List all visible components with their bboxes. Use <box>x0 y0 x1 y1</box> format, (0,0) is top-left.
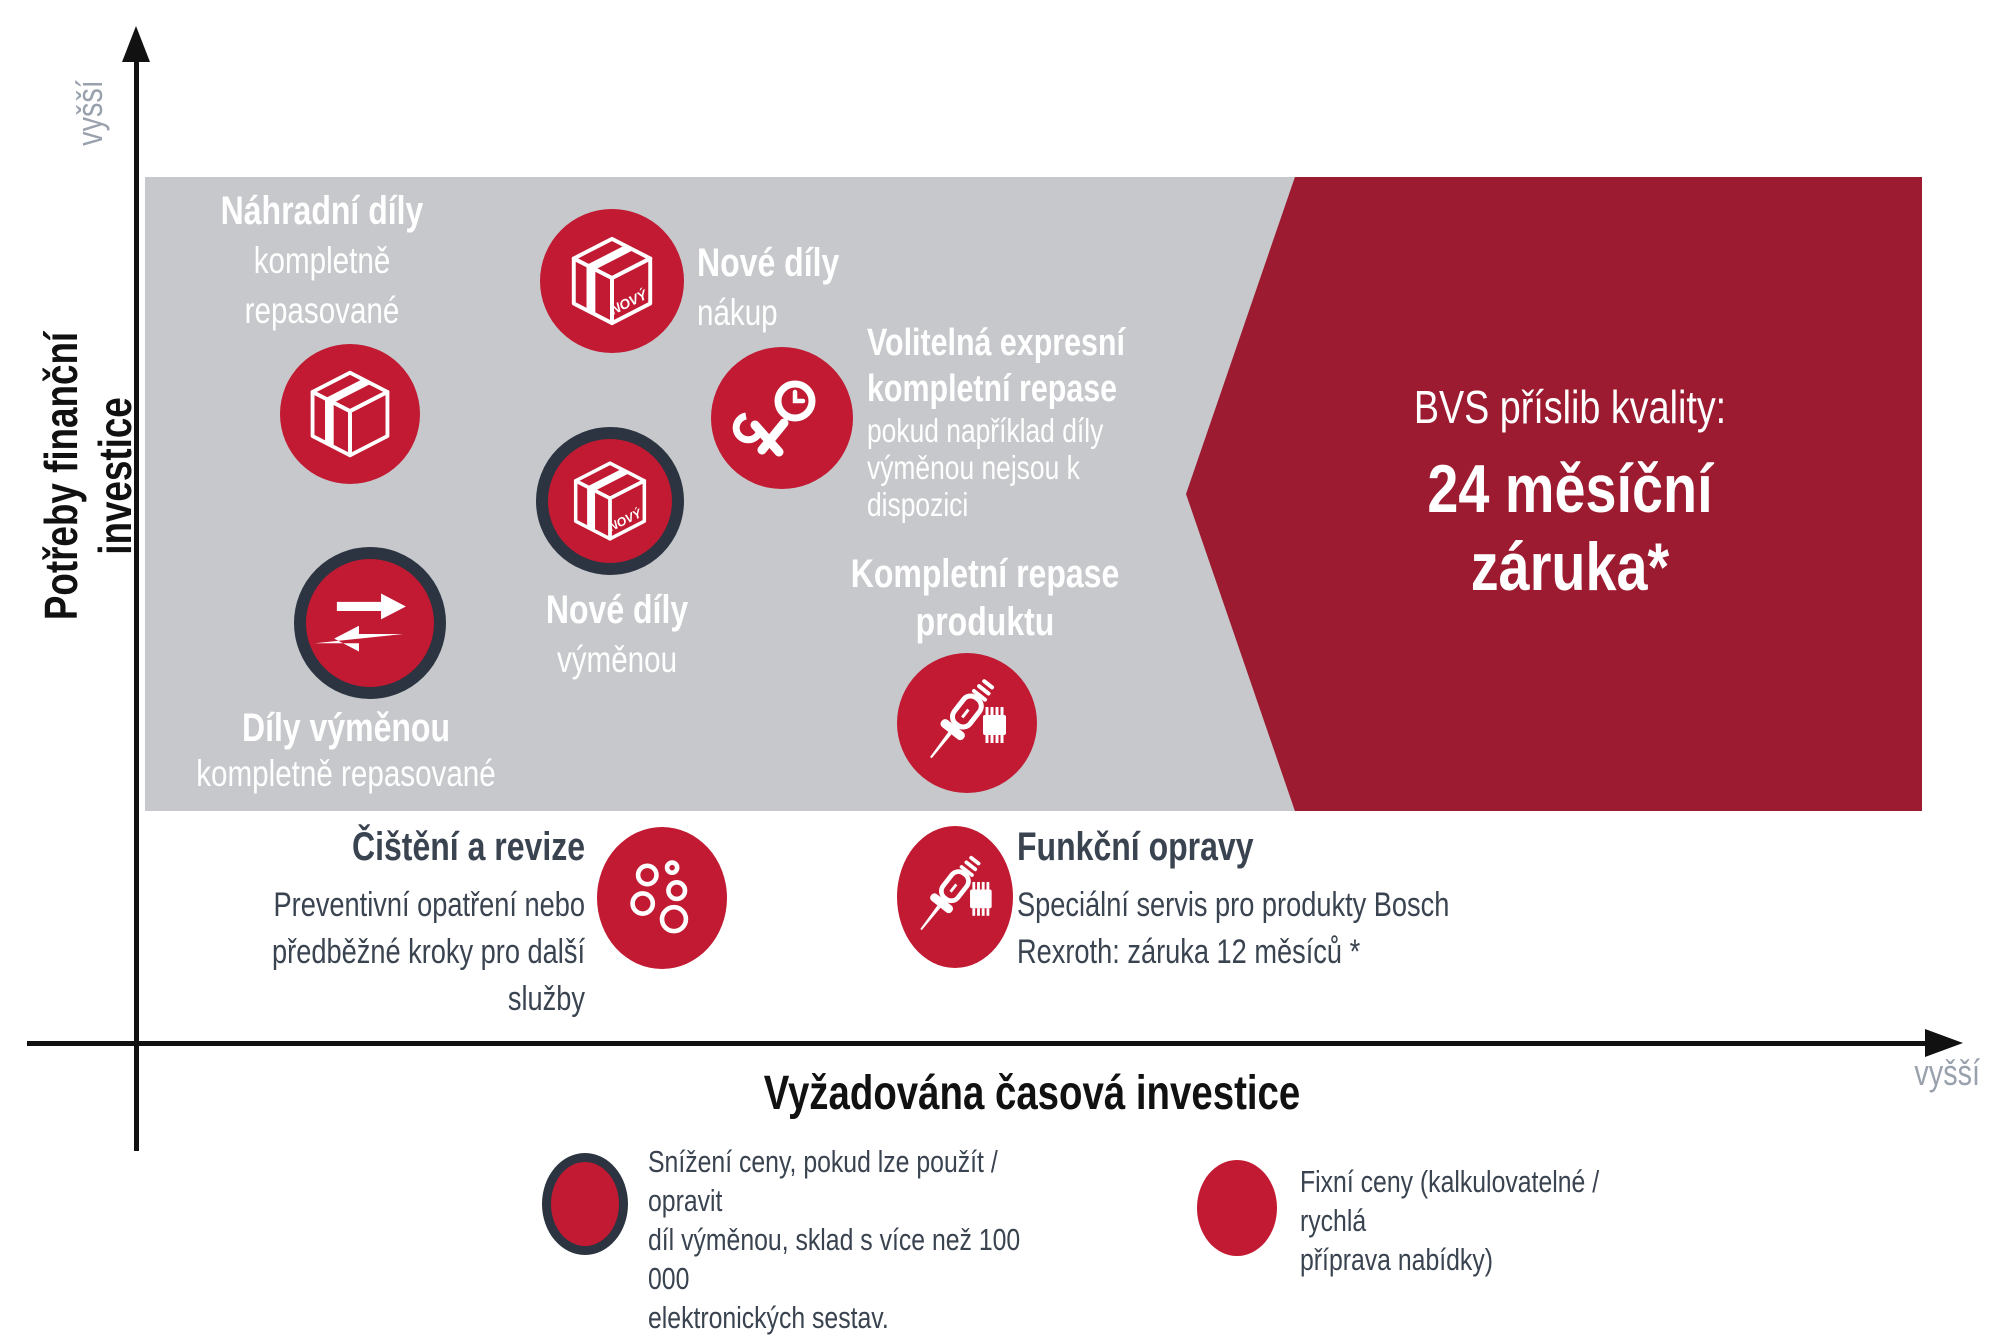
item-desc: dispozici <box>867 486 969 523</box>
legend-fixed-price-text <box>1300 1162 1652 1279</box>
novy-badge: NOVÝ <box>607 287 650 318</box>
express-tools-clock-icon <box>711 347 853 489</box>
novy-badge: NOVÝ <box>606 506 644 535</box>
y-axis-title: Potřeby finanční investice <box>35 331 141 621</box>
item-desc: Speciální servis pro produkty Bosch <box>1017 886 1450 924</box>
label-volitelna-expresni <box>867 320 1171 523</box>
x-axis-line <box>27 1041 1929 1046</box>
item-title: Náhradní díly <box>220 189 424 233</box>
item-title: produktu <box>915 600 1055 644</box>
label-cisteni-a-revize <box>229 824 585 1023</box>
item-sub: repasované <box>244 290 400 331</box>
item-desc: pokud například díly <box>867 412 1104 449</box>
promise-headline-2: záruka* <box>1470 529 1670 605</box>
label-nahradni-dily <box>194 186 450 336</box>
label-kompletni-repase-produktu <box>817 550 1153 646</box>
new-parts-exchange-box-icon <box>536 427 684 575</box>
item-title: kompletní repase <box>867 368 1118 410</box>
legend-line: díl výměnou, sklad s více než 100 000 <box>648 1222 1021 1296</box>
item-sub: kompletně repasované <box>196 753 496 794</box>
item-title: Díly výměnou <box>241 706 451 750</box>
soldering-iron-chip-icon <box>897 653 1037 793</box>
legend-line: příprava nabídky) <box>1300 1242 1493 1277</box>
y-axis-arrowhead-icon <box>122 26 150 62</box>
promise-headline-1: 24 měsíční <box>1427 451 1713 527</box>
legend-plain-dot-icon <box>1197 1160 1277 1256</box>
x-axis-title: Vyžadována časová investice <box>763 1067 1301 1120</box>
item-desc: Preventivní opatření nebo <box>273 886 585 924</box>
legend-line: Snížení ceny, pokud lze použít / opravit <box>648 1144 998 1218</box>
quality-promise-text <box>1324 380 1816 606</box>
label-funkcni-opravy <box>1017 824 1465 976</box>
promise-intro: BVS příslib kvality: <box>1413 381 1727 433</box>
item-title: Volitelná expresní <box>867 322 1125 364</box>
item-sub: výměnou <box>556 639 678 680</box>
item-title: Nové díly <box>545 588 689 632</box>
legend-line: elektronických sestav. <box>648 1300 889 1335</box>
cleaning-bubbles-icon <box>597 827 727 969</box>
legend-line: Fixní ceny (kalkulovatelné / rychlá <box>1300 1164 1600 1238</box>
label-nove-dily-vymenou <box>497 585 737 685</box>
spare-parts-box-icon <box>280 344 420 484</box>
legend-ringed-dot-icon <box>542 1153 628 1255</box>
item-title: Kompletní repase <box>850 552 1120 596</box>
item-title: Nové díly <box>697 241 840 285</box>
item-sub: kompletně <box>253 240 391 281</box>
legend-reduced-price-text <box>648 1142 1032 1337</box>
item-desc: Rexroth: záruka 12 měsíců * <box>1017 933 1361 971</box>
functional-repair-icon <box>897 826 1013 968</box>
item-desc: výměnou nejsou k <box>867 449 1080 486</box>
y-axis-higher-label: vyšší <box>69 80 110 146</box>
item-sub: nákup <box>697 292 778 333</box>
item-desc: předběžné kroky pro další služby <box>272 933 585 1018</box>
item-title: Funkční opravy <box>1017 825 1254 869</box>
item-title: Čištění a revize <box>352 825 585 869</box>
new-parts-box-icon <box>540 209 684 353</box>
label-dily-vymenou <box>186 704 506 796</box>
x-axis-higher-label: vyšší <box>1914 1052 1980 1093</box>
exchange-arrows-icon <box>294 547 446 699</box>
